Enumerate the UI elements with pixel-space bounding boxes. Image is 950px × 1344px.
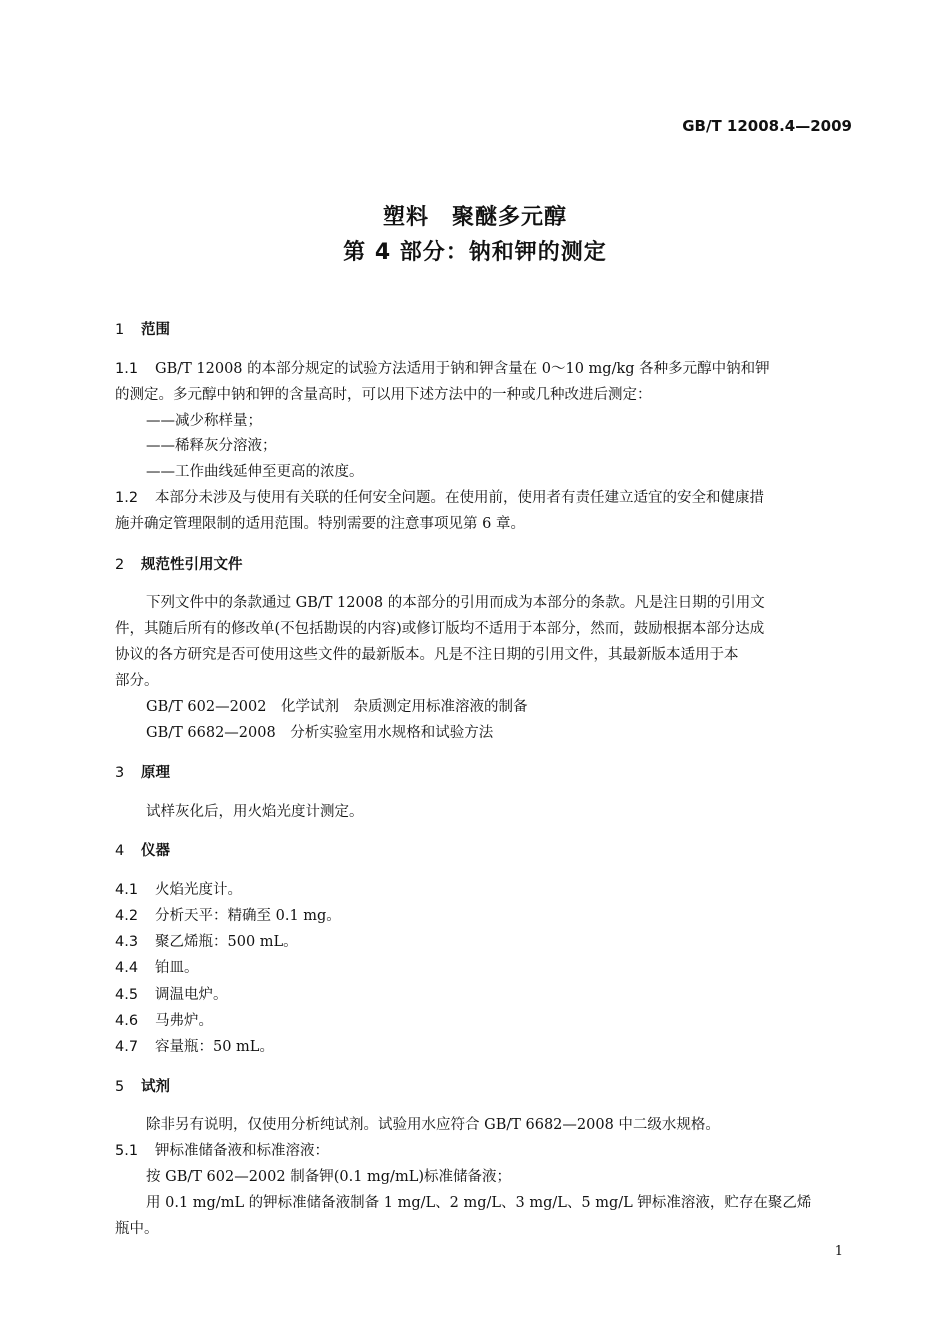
- clause-number: 4.5: [115, 987, 139, 1003]
- clause-5-1-heading: [115, 1139, 329, 1160]
- clause-text: 铂皿。: [155, 960, 199, 976]
- paragraph-line: 件，其随后所有的修改单(不包括勘误的内容)或修订版均不适用于本部分，然而，鼓励根据本部分达成: [115, 621, 765, 637]
- list-item: ——减少称样量；: [146, 413, 262, 429]
- clause-text: GB/T 12008 的本部分规定的试验方法适用于钠和钾含量在 0～10 mg/kg 各种多元醇中钠和钾: [155, 361, 770, 377]
- list-item: ——工作曲线延伸至更高的浓度。: [146, 464, 364, 480]
- list-item: [115, 904, 341, 925]
- clause-text: 分析天平：精确至 0.1 mg。: [155, 908, 341, 924]
- page-number: 1: [834, 1244, 843, 1259]
- section-number: 2: [115, 557, 125, 573]
- normative-reference: GB/T 6682—2008 分析实验室用水规格和试验方法: [146, 725, 494, 741]
- section-number: 4: [115, 843, 125, 859]
- clause-text: 调温电炉。: [155, 987, 228, 1003]
- clause-number: 1.2: [115, 490, 139, 506]
- standard-code: GB/T 12008.4—2009: [682, 117, 852, 135]
- clause-text: 火焰光度计。: [155, 882, 242, 898]
- list-item: [115, 1035, 274, 1056]
- list-item: ——稀释灰分溶液；: [146, 438, 277, 454]
- section-title: 原理: [141, 765, 170, 781]
- section-title: 范围: [141, 322, 170, 338]
- list-item: [115, 1009, 213, 1030]
- clause-number: 4.1: [115, 882, 139, 898]
- list-item: [115, 930, 298, 951]
- paragraph-line: 按 GB/T 602—2002 制备钾(0.1 mg/mL)标准储备液；: [146, 1169, 511, 1185]
- list-item: [115, 878, 242, 899]
- section-5-heading: [115, 1075, 170, 1096]
- clause-number: 4.6: [115, 1013, 139, 1029]
- section-title: 试剂: [141, 1079, 170, 1095]
- document-title-line1: 塑料 聚醚多元醇: [382, 205, 567, 230]
- clause-number: 5.1: [115, 1143, 139, 1159]
- clause-text: 容量瓶：50 mL。: [155, 1039, 274, 1055]
- paragraph-line: 用 0.1 mg/mL 的钾标准储备液制备 1 mg/L、2 mg/L、3 mg/L、5 mg/L 钾标准溶液，贮存在聚乙烯: [146, 1195, 812, 1211]
- clause-1-1-line2: 的测定。多元醇中钠和钾的含量高时，可以用下述方法中的一种或几种改进后测定：: [115, 387, 652, 403]
- section-1-heading: [115, 318, 170, 339]
- clause-1-1-line1: [115, 357, 770, 378]
- section-number: 3: [115, 765, 125, 781]
- clause-text: 马弗炉。: [155, 1013, 213, 1029]
- paragraph-line: 下列文件中的条款通过 GB/T 12008 的本部分的引用而成为本部分的条款。凡是注日期的引用文: [146, 595, 765, 611]
- section-3-heading: [115, 761, 170, 782]
- clause-text: 钾标准储备液和标准溶液：: [155, 1143, 329, 1159]
- section-2-heading: [115, 553, 243, 574]
- clause-text: 聚乙烯瓶：500 mL。: [155, 934, 298, 950]
- list-item: [115, 983, 228, 1004]
- paragraph-line: 试样灰化后，用火焰光度计测定。: [146, 804, 364, 820]
- paragraph-line: 瓶中。: [115, 1221, 159, 1237]
- clause-number: 4.2: [115, 908, 139, 924]
- document-title-line2: 第 4 部分：钠和钾的测定: [343, 240, 607, 265]
- clause-text: 本部分未涉及与使用有关联的任何安全问题。在使用前，使用者有责任建立适宜的安全和健康措: [155, 490, 764, 506]
- clause-1-2-line1: [115, 486, 764, 507]
- normative-reference: GB/T 602—2002 化学试剂 杂质测定用标准溶液的制备: [146, 699, 528, 715]
- clause-1-2-line2: 施并确定管理限制的适用范围。特别需要的注意事项见第 6 章。: [115, 516, 525, 532]
- section-title: 仪器: [141, 843, 170, 859]
- paragraph-line: 协议的各方研究是否可使用这些文件的最新版本。凡是不注日期的引用文件，其最新版本适用于本: [115, 647, 739, 663]
- section-number: 5: [115, 1079, 125, 1095]
- section-number: 1: [115, 322, 125, 338]
- clause-number: 4.4: [115, 960, 139, 976]
- paragraph-line: 除非另有说明，仅使用分析纯试剂。试验用水应符合 GB/T 6682—2008 中二级水规格。: [146, 1117, 720, 1133]
- clause-number: 1.1: [115, 361, 139, 377]
- paragraph-line: 部分。: [115, 673, 159, 689]
- clause-number: 4.7: [115, 1039, 139, 1055]
- clause-number: 4.3: [115, 934, 139, 950]
- list-item: [115, 956, 199, 977]
- section-title: 规范性引用文件: [141, 557, 243, 573]
- section-4-heading: [115, 839, 170, 860]
